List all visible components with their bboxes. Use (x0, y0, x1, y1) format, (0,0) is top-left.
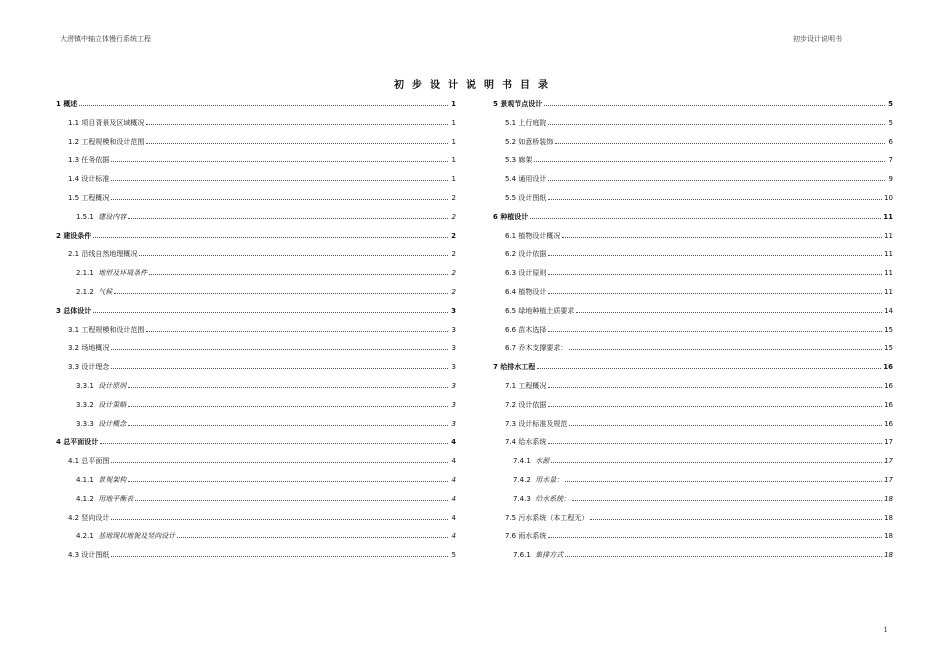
page-number: 1 (883, 626, 888, 634)
toc-entry-title: 沿线自然地理概况 (81, 250, 138, 259)
toc-entry-number: 3 (56, 306, 64, 315)
toc-entry[interactable] (493, 528, 893, 540)
toc-leader-dots (100, 443, 448, 444)
toc-entry-page: 4 (451, 513, 456, 522)
toc-leader-dots (128, 481, 448, 482)
toc-entry-page: 16 (884, 400, 893, 409)
toc-entry-page: 1 (451, 137, 456, 146)
toc-entry-title: 景观架构 (98, 476, 127, 484)
toc-entry-number: 7.6 (505, 532, 519, 541)
toc-entry-page: 1 (451, 156, 456, 165)
toc-entry-number: 3.3.3 (76, 419, 99, 428)
toc-entry[interactable] (56, 453, 456, 465)
toc-leader-dots (548, 124, 885, 125)
toc-leader-dots (111, 199, 448, 200)
toc-entry-number: 4.2 (68, 513, 82, 522)
toc-entry-number: 6.7 (505, 344, 519, 353)
toc-entry-number: 7.4.2 (513, 476, 536, 484)
toc-leader-dots (572, 500, 882, 501)
toc-entry-page: 16 (883, 363, 893, 372)
toc-entry[interactable] (493, 491, 893, 503)
toc-leader-dots (114, 293, 448, 294)
toc-entry-page: 4 (451, 457, 456, 466)
toc-entry[interactable] (493, 359, 893, 371)
toc-entry-number: 4 (56, 438, 64, 447)
toc-entry-title: 雨水系统 (518, 532, 547, 541)
toc-entry[interactable] (56, 115, 456, 127)
toc-entry-title: 给水系统： (535, 494, 571, 503)
toc-entry-page: 2 (451, 194, 456, 202)
toc-entry-title: 乔木支撑要求： (518, 344, 568, 353)
toc-entry-title: 设计图纸 (518, 194, 547, 202)
toc-leader-dots (128, 406, 448, 407)
toc-leader-dots (79, 105, 448, 106)
toc-entry[interactable] (56, 303, 456, 315)
toc-entry-title: 污水系统（本工程无） (518, 513, 589, 522)
toc-entry-number: 6.5 (505, 306, 519, 315)
toc-entry[interactable] (56, 416, 456, 428)
toc-entry[interactable] (493, 228, 893, 240)
toc-entry-page: 3 (451, 382, 456, 390)
toc-entry-number: 4.1 (68, 457, 82, 466)
toc-entry-number: 5.1 (505, 118, 519, 127)
toc-entry[interactable] (493, 303, 893, 315)
toc-entry-page: 1 (451, 100, 456, 108)
toc-entry-page: 17 (884, 476, 893, 484)
toc-entry-title: 项目背景及区域概况 (81, 118, 145, 127)
toc-entry-number: 1.1 (68, 118, 82, 127)
toc-entry[interactable] (493, 115, 893, 127)
toc-entry[interactable] (56, 397, 456, 409)
toc-leader-dots (139, 255, 448, 256)
toc-leader-dots (146, 124, 448, 125)
toc-entry-title: 工程规模和设计范围 (81, 325, 145, 334)
toc-leader-dots (128, 387, 448, 388)
toc-entry-title: 设计图纸 (81, 551, 110, 560)
toc-entry-page: 2 (451, 231, 456, 240)
toc-entry-number: 7.6.1 (513, 551, 536, 560)
toc-entry-number: 7.1 (505, 382, 519, 390)
toc-entry-title: 设计依据 (518, 400, 547, 409)
toc-entry[interactable] (56, 246, 456, 258)
toc-entry-page: 2 (451, 269, 456, 278)
toc-entry[interactable] (56, 528, 456, 540)
toc-entry-page: 16 (884, 419, 893, 428)
toc-entry-page: 11 (883, 212, 893, 221)
toc-entry[interactable] (56, 472, 456, 484)
toc-entry[interactable] (493, 416, 893, 428)
toc-entry-title: 竖向设计 (81, 513, 110, 522)
toc-entry-title: 设计原则 (518, 269, 547, 278)
toc-title: 初步设计说明书目录 (394, 80, 556, 91)
toc-entry[interactable] (493, 340, 893, 352)
toc-leader-dots (135, 500, 448, 501)
toc-entry-title: 设计原则 (98, 382, 127, 390)
toc-entry-page: 4 (451, 438, 456, 447)
toc-entry[interactable] (56, 171, 456, 183)
toc-entry-page: 11 (884, 269, 893, 278)
toc-leader-dots (93, 312, 448, 313)
toc-entry[interactable] (56, 228, 456, 240)
toc-leader-dots (93, 237, 448, 238)
toc-entry-number: 1.5.1 (76, 212, 99, 221)
toc-entry-title: 总平面图 (81, 457, 110, 466)
toc-leader-dots (569, 349, 882, 350)
toc-entry-title: 任务依据 (81, 156, 110, 165)
toc-leader-dots (111, 180, 448, 181)
toc-leader-dots (576, 312, 882, 313)
toc-entry-page: 4 (451, 476, 456, 484)
toc-entry-number: 2.1 (68, 250, 82, 259)
toc-entry-page: 9 (888, 175, 893, 184)
toc-entry-number: 5.2 (505, 137, 519, 146)
toc-entry-number: 6.6 (505, 325, 519, 334)
toc-entry-title: 廊架 (518, 156, 533, 165)
toc-entry[interactable] (493, 96, 893, 108)
toc-entry-title: 上行庭院 (518, 118, 547, 127)
toc-entry-title: 给水系统 (518, 438, 547, 447)
toc-entry-title: 设计标准 (81, 175, 110, 184)
toc-entry-number: 4.2.1 (76, 532, 99, 541)
toc-entry[interactable] (493, 397, 893, 409)
toc-entry-title: 工程规模和设计范围 (81, 137, 145, 146)
toc-leader-dots (551, 462, 882, 463)
toc-leader-dots (548, 387, 882, 388)
toc-entry-number: 1.4 (68, 175, 82, 184)
toc-leader-dots (111, 462, 448, 463)
toc-leader-dots (562, 237, 882, 238)
toc-entry-number: 7.4.3 (513, 494, 536, 503)
toc-leader-dots (128, 218, 448, 219)
toc-entry-number: 5 (493, 100, 501, 108)
toc-entry[interactable] (56, 322, 456, 334)
toc-entry-number: 6.4 (505, 288, 519, 296)
toc-entry[interactable] (493, 246, 893, 258)
toc-entry[interactable] (493, 510, 893, 522)
toc-leader-dots (548, 199, 882, 200)
toc-leader-dots (590, 519, 882, 520)
toc-entry-number: 7.4.1 (513, 457, 536, 466)
toc-entry[interactable] (493, 171, 893, 183)
toc-leader-dots (537, 368, 881, 369)
toc-entry[interactable] (56, 209, 456, 221)
toc-entry-number: 1.3 (68, 156, 82, 165)
toc-entry-page: 1 (451, 118, 456, 127)
toc-leader-dots (548, 255, 882, 256)
toc-entry-title: 总平面设计 (63, 437, 99, 447)
toc-entry-page: 15 (884, 325, 893, 334)
toc-leader-dots (548, 293, 882, 294)
toc-entry[interactable] (56, 284, 456, 296)
toc-entry-number: 6.3 (505, 269, 519, 278)
toc-entry-number: 1.2 (68, 137, 82, 146)
toc-entry-number: 5.3 (505, 156, 519, 165)
toc-entry-number: 4.3 (68, 551, 82, 560)
toc-leader-dots (548, 443, 882, 444)
toc-entry-number: 2 (56, 231, 64, 240)
toc-entry[interactable] (493, 472, 893, 484)
toc-entry-number: 2.1.1 (76, 269, 99, 278)
toc-leader-dots (111, 349, 448, 350)
toc-entry-title: 工程概况 (518, 382, 547, 390)
toc-entry-page: 11 (884, 288, 893, 296)
toc-entry[interactable] (56, 510, 456, 522)
toc-entry[interactable] (493, 209, 893, 221)
toc-leader-dots (565, 481, 882, 482)
toc-entry-page: 5 (888, 100, 893, 108)
toc-entry-page: 11 (884, 231, 893, 240)
toc-entry[interactable] (56, 96, 456, 108)
toc-leader-dots (111, 519, 448, 520)
toc-leader-dots (555, 143, 885, 144)
toc-leader-dots (146, 143, 448, 144)
toc-entry-page: 4 (451, 494, 456, 503)
toc-entry-number: 1.5 (68, 194, 82, 202)
toc-entry[interactable] (493, 434, 893, 446)
toc-leader-dots (548, 537, 882, 538)
toc-entry-page: 3 (451, 306, 456, 315)
toc-entry-title: 水源 (535, 457, 550, 466)
toc-entry-page: 3 (451, 419, 456, 428)
toc-entry[interactable] (56, 152, 456, 164)
toc-entry[interactable] (56, 434, 456, 446)
toc-entry-title: 植物设计 (518, 288, 547, 296)
toc-entry-number: 4.1.1 (76, 476, 99, 484)
toc-entry-page: 1 (451, 175, 456, 184)
toc-entry-title: 设计标准及规范 (518, 419, 568, 428)
toc-entry[interactable] (493, 453, 893, 465)
toc-entry-number: 2.1.2 (76, 288, 99, 296)
toc-leader-dots (111, 161, 448, 162)
toc-entry-title: 气候 (98, 288, 113, 296)
toc-entry-title: 植物设计概况 (518, 231, 561, 240)
toc-entry-title: 种植设计 (500, 211, 529, 221)
toc-entry-title: 绿地种植土质要求 (518, 306, 575, 315)
toc-entry-page: 3 (451, 363, 456, 372)
toc-entry-page: 2 (451, 288, 456, 296)
toc-entry-page: 5 (451, 551, 456, 560)
toc-entry-page: 3 (451, 344, 456, 353)
toc-entry-number: 6.1 (505, 231, 519, 240)
toc-entry-page: 15 (884, 344, 893, 353)
toc-entry-title: 设计理念 (81, 363, 110, 372)
toc-entry-title: 用地平衡表 (98, 494, 134, 503)
toc-leader-dots (548, 180, 885, 181)
toc-entry-title: 建设条件 (63, 230, 92, 240)
toc-leader-dots (565, 556, 882, 557)
toc-entry[interactable] (56, 190, 456, 202)
toc-entry-page: 17 (884, 438, 893, 447)
toc-entry-number: 7.3 (505, 419, 519, 428)
toc-entry-title: 景观节点设计 (500, 99, 543, 108)
toc-entry-number: 4.1.2 (76, 494, 99, 503)
toc-entry-number: 5.4 (505, 175, 519, 184)
toc-entry-title: 设计策略 (98, 400, 127, 409)
toc-leader-dots (534, 161, 885, 162)
toc-leader-dots (548, 406, 882, 407)
toc-entry-page: 10 (884, 194, 893, 202)
toc-entry-title: 基地现状地貌及竖向设计 (98, 532, 176, 541)
toc-entry-title: 设计概念 (98, 419, 127, 428)
toc-entry-title: 用水量： (535, 476, 564, 484)
toc-entry[interactable] (56, 547, 456, 559)
toc-entry[interactable] (56, 340, 456, 352)
toc-entry-page: 18 (884, 551, 893, 560)
toc-entry-page: 6 (888, 137, 893, 146)
toc-entry-title: 给排水工程 (500, 362, 536, 372)
toc-entry-title: 工程概况 (81, 194, 110, 202)
toc-entry-title: 苗木选择 (518, 325, 547, 334)
toc-entry-page: 5 (888, 118, 893, 127)
toc-entry[interactable] (493, 265, 893, 277)
toc-entry[interactable] (493, 134, 893, 146)
toc-entry-number: 7.4 (505, 438, 519, 447)
toc-leader-dots (530, 218, 881, 219)
toc-leader-dots (111, 556, 448, 557)
toc-entry-page: 7 (888, 156, 893, 165)
toc-entry-number: 6 (493, 212, 501, 221)
toc-entry-title: 地形及环境条件 (98, 269, 148, 278)
toc-leader-dots (544, 105, 885, 106)
toc-entry[interactable] (56, 359, 456, 371)
toc-entry-number: 7.5 (505, 513, 519, 522)
toc-entry-page: 18 (884, 494, 893, 503)
toc-entry-title: 建设内容 (98, 212, 127, 221)
toc-entry-number: 5.5 (505, 194, 519, 202)
toc-entry-number: 3.1 (68, 325, 82, 334)
toc-entry[interactable] (493, 190, 893, 202)
toc-leader-dots (569, 425, 882, 426)
toc-entry-page: 14 (884, 306, 893, 315)
toc-entry-page: 3 (451, 400, 456, 409)
toc-entry-number: 3.3.1 (76, 382, 99, 390)
toc-entry-page: 2 (451, 250, 456, 259)
toc-entry[interactable] (493, 152, 893, 164)
toc-entry-number: 3.3 (68, 363, 82, 372)
header-project-name: 大涝镇中轴立体慢行系统工程 (60, 35, 151, 43)
toc-entry-title: 通用设计 (518, 175, 547, 184)
toc-entry-number: 1 (56, 100, 64, 108)
toc-entry-number: 7.2 (505, 400, 519, 409)
toc-leader-dots (111, 368, 448, 369)
toc-entry-title: 集排方式 (535, 551, 564, 560)
toc-entry-page: 17 (884, 457, 893, 466)
toc-entry-title: 设计依据 (518, 250, 547, 259)
toc-entry[interactable] (493, 547, 893, 559)
toc-entry-page: 2 (451, 212, 456, 221)
toc-entry-page: 11 (884, 250, 893, 259)
toc-entry[interactable] (56, 378, 456, 390)
toc-leader-dots (149, 274, 448, 275)
toc-leader-dots (177, 537, 448, 538)
toc-entry[interactable] (56, 265, 456, 277)
toc-entry-page: 18 (884, 532, 893, 541)
toc-entry-title: 如意桥装饰 (518, 137, 554, 146)
toc-entry[interactable] (493, 284, 893, 296)
toc-leader-dots (146, 331, 448, 332)
toc-entry-page: 16 (884, 382, 893, 390)
toc-entry-title: 概述 (63, 99, 78, 108)
toc-entry[interactable] (493, 322, 893, 334)
toc-entry-page: 18 (884, 513, 893, 522)
toc-entry-title: 总体设计 (63, 305, 92, 315)
toc-entry[interactable] (56, 134, 456, 146)
toc-entry-page: 3 (451, 325, 456, 334)
toc-entry[interactable] (56, 491, 456, 503)
toc-entry[interactable] (493, 378, 893, 390)
toc-leader-dots (548, 274, 882, 275)
toc-leader-dots (128, 425, 448, 426)
toc-entry-title: 场地概况 (81, 344, 110, 353)
toc-entry-number: 6.2 (505, 250, 519, 259)
toc-entry-number: 7 (493, 363, 501, 372)
header-doc-type: 初步设计说明书 (793, 35, 842, 43)
toc-leader-dots (548, 331, 882, 332)
toc-entry-number: 3.2 (68, 344, 82, 353)
toc-entry-page: 4 (451, 532, 456, 541)
toc-entry-number: 3.3.2 (76, 400, 99, 409)
